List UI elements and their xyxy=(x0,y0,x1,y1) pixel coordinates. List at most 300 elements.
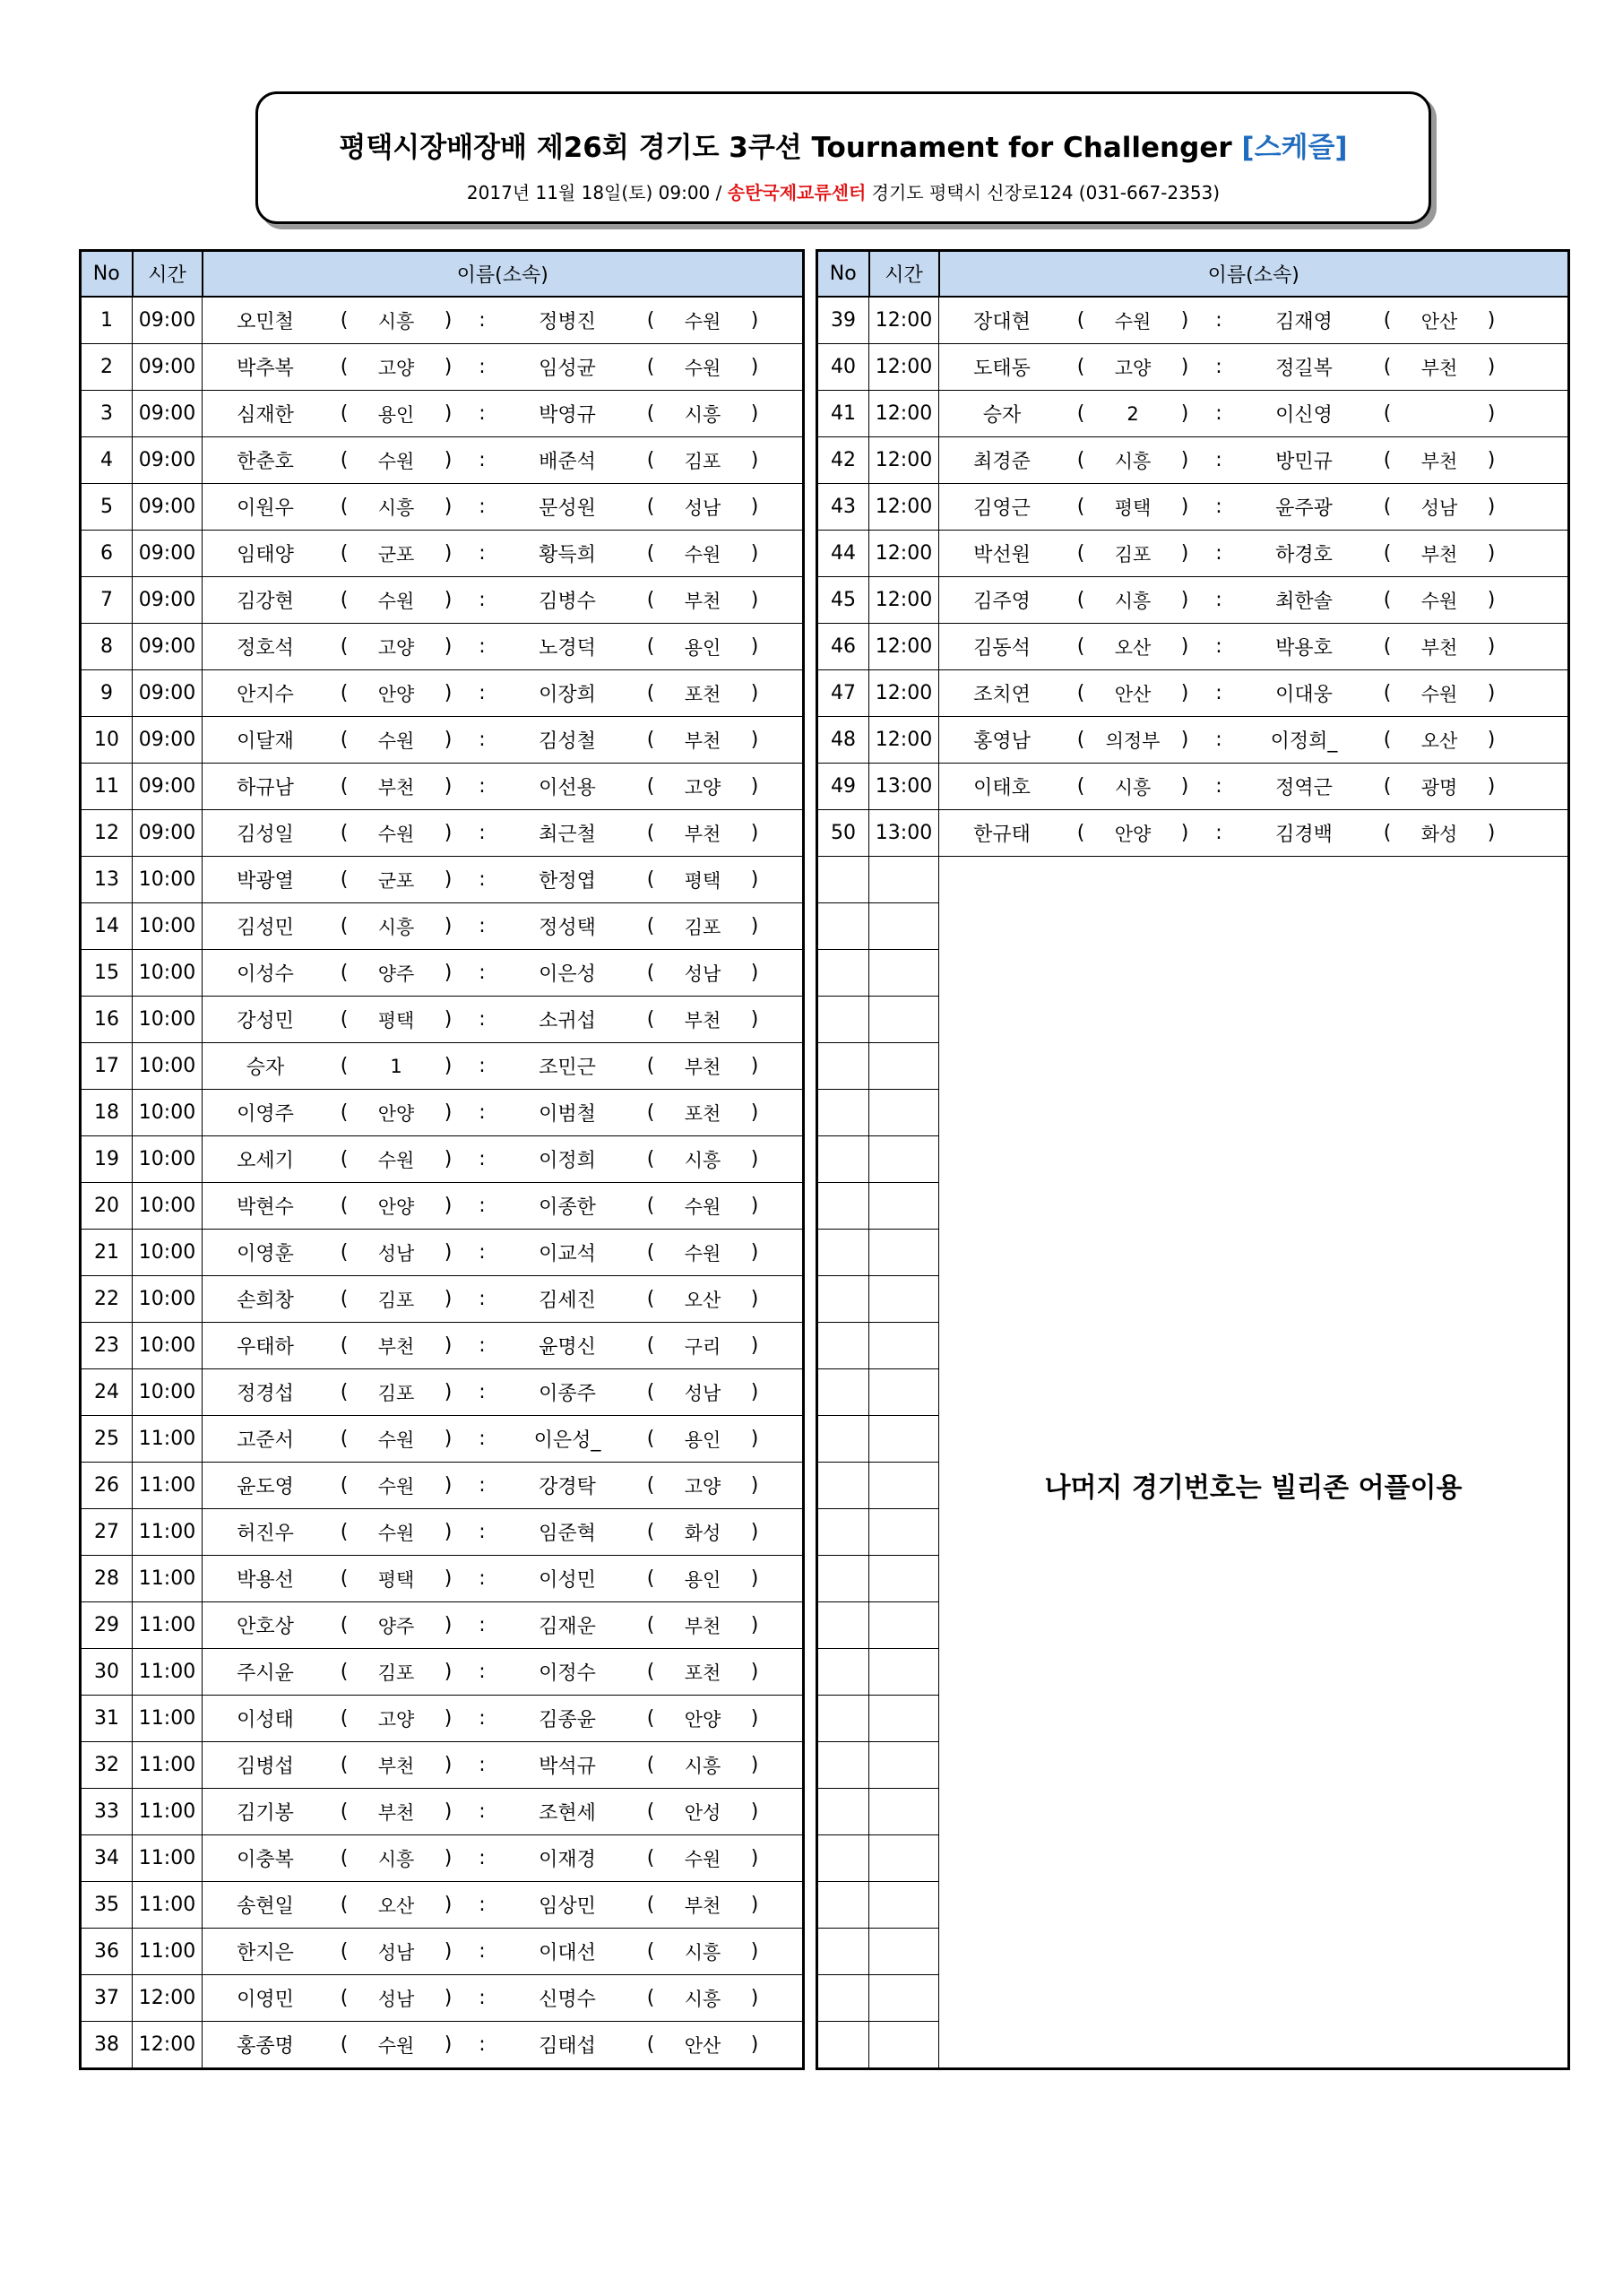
match-no: 26 xyxy=(81,1463,133,1509)
paren-close: ) xyxy=(1487,496,1496,518)
player2-name: 윤명신 xyxy=(539,1336,596,1359)
paren-open: ( xyxy=(1383,496,1392,518)
paren-open: ( xyxy=(646,822,655,844)
header-no: No xyxy=(817,251,869,298)
paren-open: ( xyxy=(646,1940,655,1963)
player2-name: 황득희 xyxy=(539,544,596,566)
match-no: 42 xyxy=(817,437,869,484)
match-no: 47 xyxy=(817,670,869,717)
match-no: 17 xyxy=(81,1043,133,1090)
table-row xyxy=(817,484,1569,531)
match-no: 48 xyxy=(817,717,869,764)
player1-club: 수원 xyxy=(377,590,415,612)
paren-close: ) xyxy=(444,402,453,425)
player2-name: 박용호 xyxy=(1275,637,1333,660)
player1-club: 수원 xyxy=(377,2034,415,2057)
match-time: 12:00 xyxy=(869,531,939,577)
paren-open: ( xyxy=(646,1195,655,1217)
versus-separator: : xyxy=(479,1055,486,1077)
table-row xyxy=(81,1276,804,1323)
match-time: 11:00 xyxy=(133,1463,203,1509)
paren-close: ) xyxy=(750,962,759,984)
empty-no-cell xyxy=(817,1835,869,1882)
title-accent: [스케즐] xyxy=(1241,132,1348,164)
versus-separator: : xyxy=(1215,635,1222,658)
player2-club: 부천 xyxy=(1420,543,1458,565)
player2-club: 부천 xyxy=(684,823,721,845)
table-row xyxy=(81,1043,804,1090)
empty-time-cell xyxy=(869,1369,939,1416)
paren-close: ) xyxy=(750,1987,759,2009)
paren-close: ) xyxy=(1487,356,1496,378)
player1-club: 평택 xyxy=(1114,496,1152,519)
player2-club: 광명 xyxy=(1420,776,1458,798)
match-players xyxy=(203,1463,804,1509)
match-players xyxy=(939,297,1569,344)
player1-club: 부천 xyxy=(377,1755,415,1777)
match-no: 10 xyxy=(81,717,133,764)
player2-club: 수원 xyxy=(684,1195,721,1218)
empty-no-cell xyxy=(817,1323,869,1369)
table-row xyxy=(81,717,804,764)
match-no: 20 xyxy=(81,1183,133,1230)
player1-club: 평택 xyxy=(377,1568,415,1591)
match-time: 10:00 xyxy=(133,1183,203,1230)
match-no: 35 xyxy=(81,1882,133,1929)
player2-name: 한정엽 xyxy=(539,870,596,893)
player1-club: 성남 xyxy=(377,1988,415,2010)
match-players xyxy=(203,1509,804,1556)
versus-separator: : xyxy=(1215,542,1222,565)
match-players xyxy=(203,297,804,344)
match-time: 10:00 xyxy=(133,1230,203,1276)
empty-time-cell xyxy=(869,1929,939,1975)
match-no: 13 xyxy=(81,857,133,903)
paren-open: ( xyxy=(646,1288,655,1310)
empty-time-cell xyxy=(869,1509,939,1556)
match-time: 10:00 xyxy=(133,950,203,997)
paren-close: ) xyxy=(1180,775,1189,798)
versus-separator: : xyxy=(479,2033,486,2056)
paren-close: ) xyxy=(750,1474,759,1497)
versus-separator: : xyxy=(1215,682,1222,704)
player1-name: 이원우 xyxy=(237,497,294,520)
player2-name: 박석규 xyxy=(539,1756,596,1778)
table-row xyxy=(81,1136,804,1183)
match-players xyxy=(939,717,1569,764)
match-players xyxy=(203,1416,804,1463)
paren-open: ( xyxy=(1076,542,1085,565)
player2-name: 임성균 xyxy=(539,358,596,380)
player2-name: 김경백 xyxy=(1275,824,1333,846)
player1-club: 김포 xyxy=(377,1382,415,1404)
match-time: 10:00 xyxy=(133,857,203,903)
paren-close: ) xyxy=(750,729,759,751)
paren-open: ( xyxy=(646,962,655,984)
match-no: 18 xyxy=(81,1090,133,1136)
player2-club: 김포 xyxy=(684,916,721,938)
empty-time-cell xyxy=(869,857,939,903)
paren-close: ) xyxy=(1487,589,1496,611)
player1-name: 조치연 xyxy=(973,684,1031,706)
paren-close: ) xyxy=(444,1940,453,1963)
match-time: 10:00 xyxy=(133,1043,203,1090)
paren-open: ( xyxy=(1076,309,1085,332)
versus-separator: : xyxy=(479,1614,486,1636)
player1-name: 홍영남 xyxy=(973,730,1031,753)
player2-name: 정성택 xyxy=(539,917,596,939)
match-no: 28 xyxy=(81,1556,133,1602)
match-time: 12:00 xyxy=(869,297,939,344)
paren-open: ( xyxy=(340,1008,349,1031)
paren-close: ) xyxy=(444,1754,453,1776)
player1-club: 시흥 xyxy=(377,496,415,519)
player2-name: 김재운 xyxy=(539,1616,596,1638)
paren-close: ) xyxy=(750,542,759,565)
player2-name: 이선용 xyxy=(539,777,596,799)
match-players xyxy=(203,1043,804,1090)
match-players xyxy=(203,1556,804,1602)
match-players xyxy=(939,577,1569,624)
paren-close: ) xyxy=(750,1567,759,1590)
player1-name: 김주영 xyxy=(973,591,1031,613)
paren-close: ) xyxy=(750,1288,759,1310)
player1-name: 심재한 xyxy=(237,404,294,427)
player2-name: 문성원 xyxy=(539,497,596,520)
match-no: 4 xyxy=(81,437,133,484)
empty-no-cell xyxy=(817,2022,869,2069)
player2-name: 신명수 xyxy=(539,1989,596,2011)
versus-separator: : xyxy=(479,1894,486,1916)
player2-name: 윤주광 xyxy=(1275,497,1333,520)
paren-close: ) xyxy=(1180,682,1189,704)
paren-open: ( xyxy=(646,1055,655,1077)
player2-name: 방민규 xyxy=(1275,451,1333,473)
paren-close: ) xyxy=(750,635,759,658)
player1-club: 시흥 xyxy=(377,1848,415,1870)
schedule-body-right xyxy=(817,297,1569,2069)
paren-open: ( xyxy=(340,1241,349,1264)
match-no: 12 xyxy=(81,810,133,857)
table-row xyxy=(81,624,804,670)
player2-club: 시흥 xyxy=(684,1755,721,1777)
player1-club: 안양 xyxy=(1114,823,1152,845)
empty-no-cell xyxy=(817,1789,869,1835)
player1-name: 하규남 xyxy=(237,777,294,799)
empty-time-cell xyxy=(869,1276,939,1323)
player2-name: 정역근 xyxy=(1275,777,1333,799)
match-no: 9 xyxy=(81,670,133,717)
paren-close: ) xyxy=(750,2033,759,2056)
player1-club: 군포 xyxy=(377,543,415,565)
player1-club: 김포 xyxy=(377,1289,415,1311)
notice-text: 나머지 경기번호는 빌리존 어플이용 xyxy=(1044,1472,1463,1504)
empty-no-cell xyxy=(817,1183,869,1230)
paren-open: ( xyxy=(1383,402,1392,425)
empty-time-cell xyxy=(869,1136,939,1183)
player1-name: 김동석 xyxy=(973,637,1031,660)
match-time: 09:00 xyxy=(133,764,203,810)
player1-club: 안양 xyxy=(377,683,415,705)
match-players xyxy=(939,810,1569,857)
paren-open: ( xyxy=(340,1614,349,1636)
empty-no-cell xyxy=(817,1696,869,1742)
paren-open: ( xyxy=(1076,496,1085,518)
match-time: 12:00 xyxy=(869,344,939,391)
versus-separator: : xyxy=(479,729,486,751)
paren-open: ( xyxy=(340,1521,349,1543)
versus-separator: : xyxy=(479,1800,486,1823)
paren-open: ( xyxy=(1383,682,1392,704)
player1-name: 허진우 xyxy=(237,1523,294,1545)
player1-name: 승자 xyxy=(982,404,1022,427)
match-time: 11:00 xyxy=(133,1696,203,1742)
empty-time-cell xyxy=(869,1090,939,1136)
player1-club: 수원 xyxy=(1114,310,1152,332)
player2-club: 시흥 xyxy=(684,1149,721,1171)
empty-time-cell xyxy=(869,1882,939,1929)
table-row xyxy=(81,764,804,810)
paren-close: ) xyxy=(750,1334,759,1357)
versus-separator: : xyxy=(479,496,486,518)
match-no: 22 xyxy=(81,1276,133,1323)
subtitle-address: 경기도 평택시 신장로124 (031-667-2353) xyxy=(866,182,1221,203)
player2-name: 하경호 xyxy=(1275,544,1333,566)
paren-open: ( xyxy=(646,589,655,611)
versus-separator: : xyxy=(479,1521,486,1543)
table-row xyxy=(81,1323,804,1369)
match-no: 23 xyxy=(81,1323,133,1369)
paren-close: ) xyxy=(444,682,453,704)
match-no: 14 xyxy=(81,903,133,950)
empty-time-cell xyxy=(869,1789,939,1835)
player2-name: 이정희 xyxy=(539,1150,596,1172)
match-no: 43 xyxy=(817,484,869,531)
paren-open: ( xyxy=(340,589,349,611)
player2-name: 강경탁 xyxy=(539,1476,596,1498)
versus-separator: : xyxy=(1215,729,1222,751)
player2-name: 정병진 xyxy=(539,311,596,333)
versus-separator: : xyxy=(479,635,486,658)
empty-no-cell xyxy=(817,1090,869,1136)
header-no: No xyxy=(81,251,133,298)
player2-club: 수원 xyxy=(1420,683,1458,705)
match-no: 46 xyxy=(817,624,869,670)
player1-name: 오민철 xyxy=(237,311,294,333)
paren-open: ( xyxy=(1076,402,1085,425)
match-players xyxy=(203,764,804,810)
player2-name: 김세진 xyxy=(539,1290,596,1312)
paren-close: ) xyxy=(750,1800,759,1823)
paren-close: ) xyxy=(444,915,453,937)
paren-open: ( xyxy=(340,1800,349,1823)
paren-open: ( xyxy=(1076,635,1085,658)
player2-club: 성남 xyxy=(684,496,721,519)
empty-time-cell xyxy=(869,1463,939,1509)
paren-close: ) xyxy=(444,356,453,378)
player2-name: 김성철 xyxy=(539,730,596,753)
versus-separator: : xyxy=(1215,449,1222,471)
player1-name: 홍종명 xyxy=(237,2035,294,2058)
empty-no-cell xyxy=(817,1136,869,1183)
paren-close: ) xyxy=(1180,729,1189,751)
empty-time-cell xyxy=(869,1602,939,1649)
empty-no-cell xyxy=(817,857,869,903)
table-row xyxy=(81,950,804,997)
match-time: 09:00 xyxy=(133,577,203,624)
player1-name: 한지은 xyxy=(237,1942,294,1964)
player2-name: 김종윤 xyxy=(539,1709,596,1731)
match-players xyxy=(939,764,1569,810)
paren-open: ( xyxy=(340,2033,349,2056)
match-players xyxy=(203,531,804,577)
paren-open: ( xyxy=(646,1800,655,1823)
paren-open: ( xyxy=(646,1661,655,1683)
player1-club: 안양 xyxy=(377,1195,415,1218)
versus-separator: : xyxy=(479,868,486,891)
match-players xyxy=(203,1649,804,1696)
player2-club: 부천 xyxy=(684,1895,721,1917)
empty-no-cell xyxy=(817,1230,869,1276)
match-time: 12:00 xyxy=(869,391,939,437)
match-time: 12:00 xyxy=(869,577,939,624)
player1-name: 김기봉 xyxy=(237,1802,294,1825)
paren-close: ) xyxy=(750,1661,759,1683)
paren-open: ( xyxy=(646,1101,655,1124)
match-no: 2 xyxy=(81,344,133,391)
match-time: 12:00 xyxy=(133,2022,203,2069)
player1-name: 한춘호 xyxy=(237,451,294,473)
empty-no-cell xyxy=(817,1882,869,1929)
empty-no-cell xyxy=(817,1649,869,1696)
match-time: 11:00 xyxy=(133,1789,203,1835)
paren-close: ) xyxy=(750,356,759,378)
empty-time-cell xyxy=(869,1230,939,1276)
paren-close: ) xyxy=(1180,402,1189,425)
versus-separator: : xyxy=(479,1754,486,1776)
versus-separator: : xyxy=(479,1707,486,1730)
player1-club: 수원 xyxy=(377,1149,415,1171)
paren-open: ( xyxy=(1076,589,1085,611)
match-players xyxy=(203,437,804,484)
match-no: 1 xyxy=(81,297,133,344)
versus-separator: : xyxy=(479,682,486,704)
versus-separator: : xyxy=(479,822,486,844)
paren-open: ( xyxy=(1076,775,1085,798)
paren-close: ) xyxy=(1180,356,1189,378)
match-time: 09:00 xyxy=(133,624,203,670)
match-no: 31 xyxy=(81,1696,133,1742)
player1-name: 박추복 xyxy=(237,358,294,380)
paren-close: ) xyxy=(750,1940,759,1963)
player2-name: 임준혁 xyxy=(539,1523,596,1545)
paren-close: ) xyxy=(444,1894,453,1916)
paren-close: ) xyxy=(750,1614,759,1636)
match-no: 40 xyxy=(817,344,869,391)
match-players xyxy=(203,1183,804,1230)
player1-name: 이성수 xyxy=(237,963,294,986)
versus-separator: : xyxy=(479,1661,486,1683)
match-players xyxy=(203,1276,804,1323)
match-players xyxy=(203,810,804,857)
paren-close: ) xyxy=(444,775,453,798)
match-time: 09:00 xyxy=(133,297,203,344)
match-no: 33 xyxy=(81,1789,133,1835)
empty-time-cell xyxy=(869,1696,939,1742)
paren-close: ) xyxy=(750,1754,759,1776)
match-no: 45 xyxy=(817,577,869,624)
player2-name: 김태섭 xyxy=(539,2035,596,2058)
empty-time-cell xyxy=(869,1183,939,1230)
match-players xyxy=(203,577,804,624)
match-players xyxy=(939,344,1569,391)
versus-separator: : xyxy=(479,1987,486,2009)
paren-open: ( xyxy=(340,635,349,658)
paren-close: ) xyxy=(444,309,453,332)
header-box xyxy=(255,91,1431,224)
player2-name: 이교석 xyxy=(539,1243,596,1265)
player2-name: 이장희 xyxy=(539,684,596,706)
match-players xyxy=(203,1090,804,1136)
player1-club: 성남 xyxy=(377,1242,415,1265)
player2-name: 이신영 xyxy=(1275,404,1333,427)
player2-club: 시흥 xyxy=(684,1988,721,2010)
table-row xyxy=(81,903,804,950)
versus-separator: : xyxy=(1215,356,1222,378)
empty-time-cell xyxy=(869,1742,939,1789)
empty-no-cell xyxy=(817,1509,869,1556)
player1-club: 용인 xyxy=(377,403,415,426)
match-time: 12:00 xyxy=(869,624,939,670)
match-players xyxy=(203,1835,804,1882)
paren-open: ( xyxy=(340,1195,349,1217)
subtitle-venue: 송탄국제교류센터 xyxy=(727,182,867,203)
versus-separator: : xyxy=(479,1428,486,1450)
versus-separator: : xyxy=(479,1241,486,1264)
paren-open: ( xyxy=(340,402,349,425)
table-row xyxy=(817,297,1569,344)
player1-name: 박용선 xyxy=(237,1569,294,1592)
table-row xyxy=(81,437,804,484)
paren-close: ) xyxy=(444,2033,453,2056)
empty-time-cell xyxy=(869,1416,939,1463)
paren-open: ( xyxy=(646,1521,655,1543)
paren-close: ) xyxy=(444,1055,453,1077)
player2-name: 조현세 xyxy=(539,1802,596,1825)
player1-name: 한규태 xyxy=(973,824,1031,846)
player2-club: 화성 xyxy=(1420,823,1458,845)
player2-club: 안성 xyxy=(684,1801,721,1824)
match-no: 29 xyxy=(81,1602,133,1649)
player2-name: 이대선 xyxy=(539,1942,596,1964)
player1-club: 성남 xyxy=(377,1941,415,1964)
match-players xyxy=(939,624,1569,670)
versus-separator: : xyxy=(1215,775,1222,798)
match-time: 11:00 xyxy=(133,1602,203,1649)
paren-open: ( xyxy=(646,868,655,891)
player2-name: 이종한 xyxy=(539,1196,596,1219)
paren-close: ) xyxy=(444,635,453,658)
paren-open: ( xyxy=(340,1661,349,1683)
paren-open: ( xyxy=(646,1428,655,1450)
player2-club: 오산 xyxy=(1420,729,1458,752)
match-time: 10:00 xyxy=(133,903,203,950)
player1-name: 정호석 xyxy=(237,637,294,660)
player1-club: 의정부 xyxy=(1105,729,1161,752)
match-no: 32 xyxy=(81,1742,133,1789)
match-players xyxy=(203,624,804,670)
paren-close: ) xyxy=(750,1148,759,1170)
